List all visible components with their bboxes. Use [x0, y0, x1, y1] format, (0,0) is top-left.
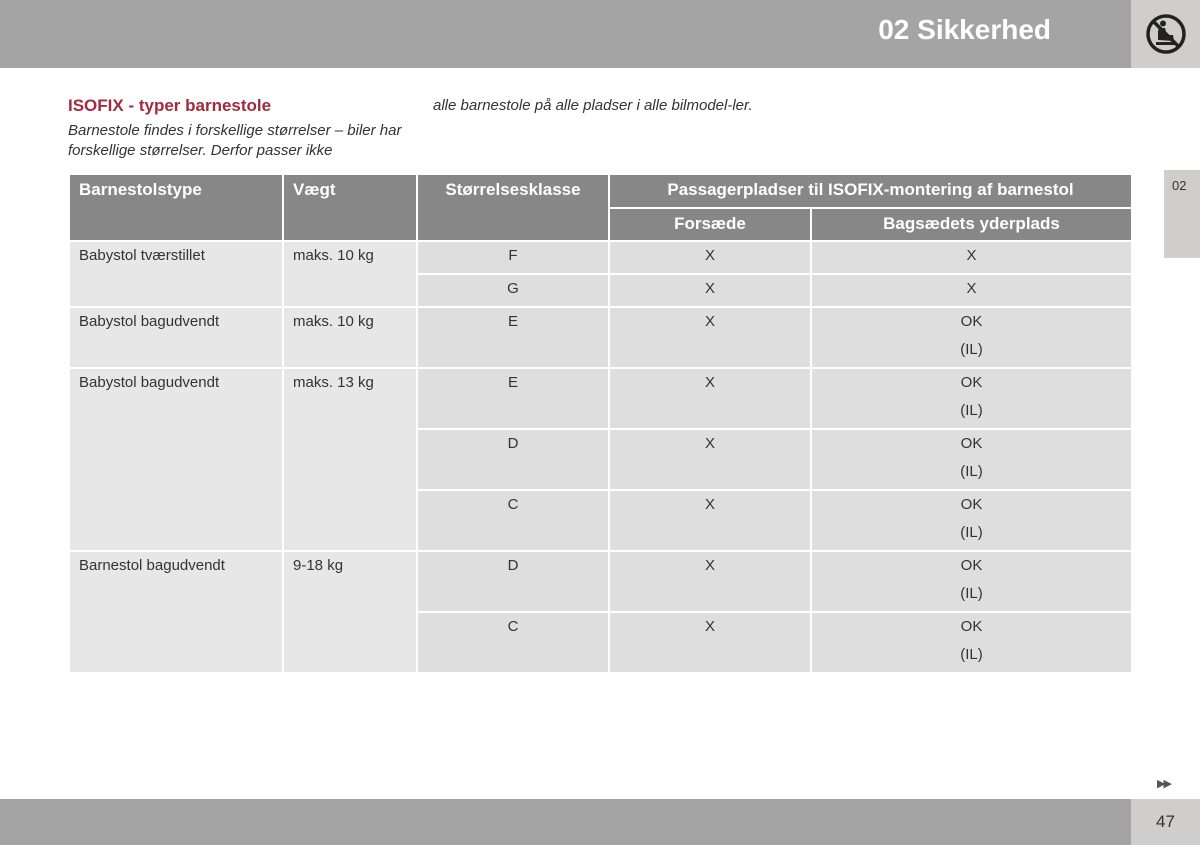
section-title: ISOFIX - typer barnestole	[68, 96, 272, 115]
front-seat-cell: X	[609, 241, 811, 274]
front-seat-cell	[609, 429, 811, 490]
rear-seat-cell	[811, 612, 1132, 673]
seat-type-text: Babystol bagudvendt	[79, 374, 220, 391]
size-class-cell	[417, 429, 609, 490]
size-class-text: D	[507, 435, 519, 452]
rear-seat-cell: X	[811, 274, 1132, 307]
isofix-seat-table	[68, 173, 1133, 674]
front-seat-cell: X	[609, 274, 811, 307]
rear-seat-note: (IL)	[960, 585, 983, 602]
front-seat-cell	[609, 551, 811, 612]
rear-seat-text: OK	[960, 313, 983, 330]
rear-seat-note: (IL)	[960, 402, 983, 419]
size-class-cell	[417, 490, 609, 551]
chapter-title: 02 Sikkerhed	[878, 14, 1051, 45]
side-tab-label: 02	[1172, 178, 1187, 193]
front-seat-cell	[609, 490, 811, 551]
table-header-row	[69, 174, 1132, 208]
rear-seat-text: OK	[960, 435, 983, 452]
page-number: 47	[1156, 812, 1175, 831]
header-front: Forsæde	[609, 208, 811, 241]
size-class-cell	[417, 307, 609, 368]
rear-seat-text: OK	[960, 374, 983, 391]
weight-text: 9-18 kg	[293, 557, 344, 574]
front-seat-text: X	[704, 496, 715, 513]
intro-text-right: alle barnestole på alle pladser i alle bilmodel-ler.	[433, 97, 753, 114]
size-class-text: C	[507, 618, 519, 635]
header-weight: Vægt	[283, 174, 417, 241]
rear-seat-text: OK	[960, 557, 983, 574]
table-row	[69, 551, 1132, 612]
table-row	[69, 307, 1132, 368]
size-class-cell: G	[417, 274, 609, 307]
intro-text-left: Barnestole findes i forskellige størrelser – biler har forskellige størrelser. Derfor passer ikke	[68, 122, 402, 159]
rear-seat-text: OK	[960, 618, 983, 635]
table-row	[69, 368, 1132, 429]
size-class-text: D	[507, 557, 519, 574]
rear-seat-cell	[811, 368, 1132, 429]
seat-type-cell	[69, 307, 283, 368]
rear-seat-cell	[811, 551, 1132, 612]
table-row	[69, 241, 1132, 274]
front-seat-cell	[609, 612, 811, 673]
size-class-text: C	[507, 496, 519, 513]
header-icon-box	[1131, 0, 1200, 68]
rear-seat-cell	[811, 490, 1132, 551]
rear-seat-note: (IL)	[960, 463, 983, 480]
front-seat-text: X	[704, 435, 715, 452]
size-class-cell	[417, 551, 609, 612]
weight-cell	[283, 368, 417, 551]
weight-cell	[283, 551, 417, 673]
header-positions: Passagerpladser til ISOFIX-montering af barnestol	[609, 174, 1132, 208]
front-seat-text: X	[704, 313, 715, 330]
rear-seat-note: (IL)	[960, 341, 983, 358]
weight-text: maks. 10 kg	[293, 313, 374, 330]
weight-cell: maks. 10 kg	[283, 241, 417, 307]
rear-seat-text: OK	[960, 496, 983, 513]
size-class-text: E	[507, 313, 518, 330]
rear-seat-cell	[811, 429, 1132, 490]
header-band	[0, 0, 1131, 68]
front-seat-text: X	[704, 557, 715, 574]
rear-seat-cell	[811, 307, 1132, 368]
front-seat-text: X	[704, 374, 715, 391]
footer-band	[0, 799, 1131, 845]
seat-type-cell	[69, 368, 283, 551]
seat-type-cell: Babystol tværstillet	[69, 241, 283, 307]
seat-type-text: Barnestol bagudvendt	[79, 557, 225, 574]
size-class-text: E	[507, 374, 518, 391]
front-seat-cell	[609, 368, 811, 429]
header-size-class: Størrelsesklasse	[417, 174, 609, 241]
header-type: Barnestolstype	[69, 174, 283, 241]
size-class-cell	[417, 612, 609, 673]
size-class-cell	[417, 368, 609, 429]
rear-seat-note: (IL)	[960, 524, 983, 541]
size-class-cell: F	[417, 241, 609, 274]
no-child-seat-icon	[1145, 13, 1187, 55]
rear-seat-note: (IL)	[960, 646, 983, 663]
chapter-side-tab[interactable]	[1164, 170, 1200, 258]
rear-seat-cell: X	[811, 241, 1132, 274]
seat-type-text: Babystol bagudvendt	[79, 313, 220, 330]
weight-cell	[283, 307, 417, 368]
header-rear-outer: Bagsædets yderplads	[811, 208, 1132, 241]
front-seat-cell	[609, 307, 811, 368]
next-page-arrows-icon[interactable]: ▶▶	[1157, 778, 1170, 790]
seat-type-cell	[69, 551, 283, 673]
front-seat-text: X	[704, 618, 715, 635]
weight-text: maks. 13 kg	[293, 374, 374, 391]
